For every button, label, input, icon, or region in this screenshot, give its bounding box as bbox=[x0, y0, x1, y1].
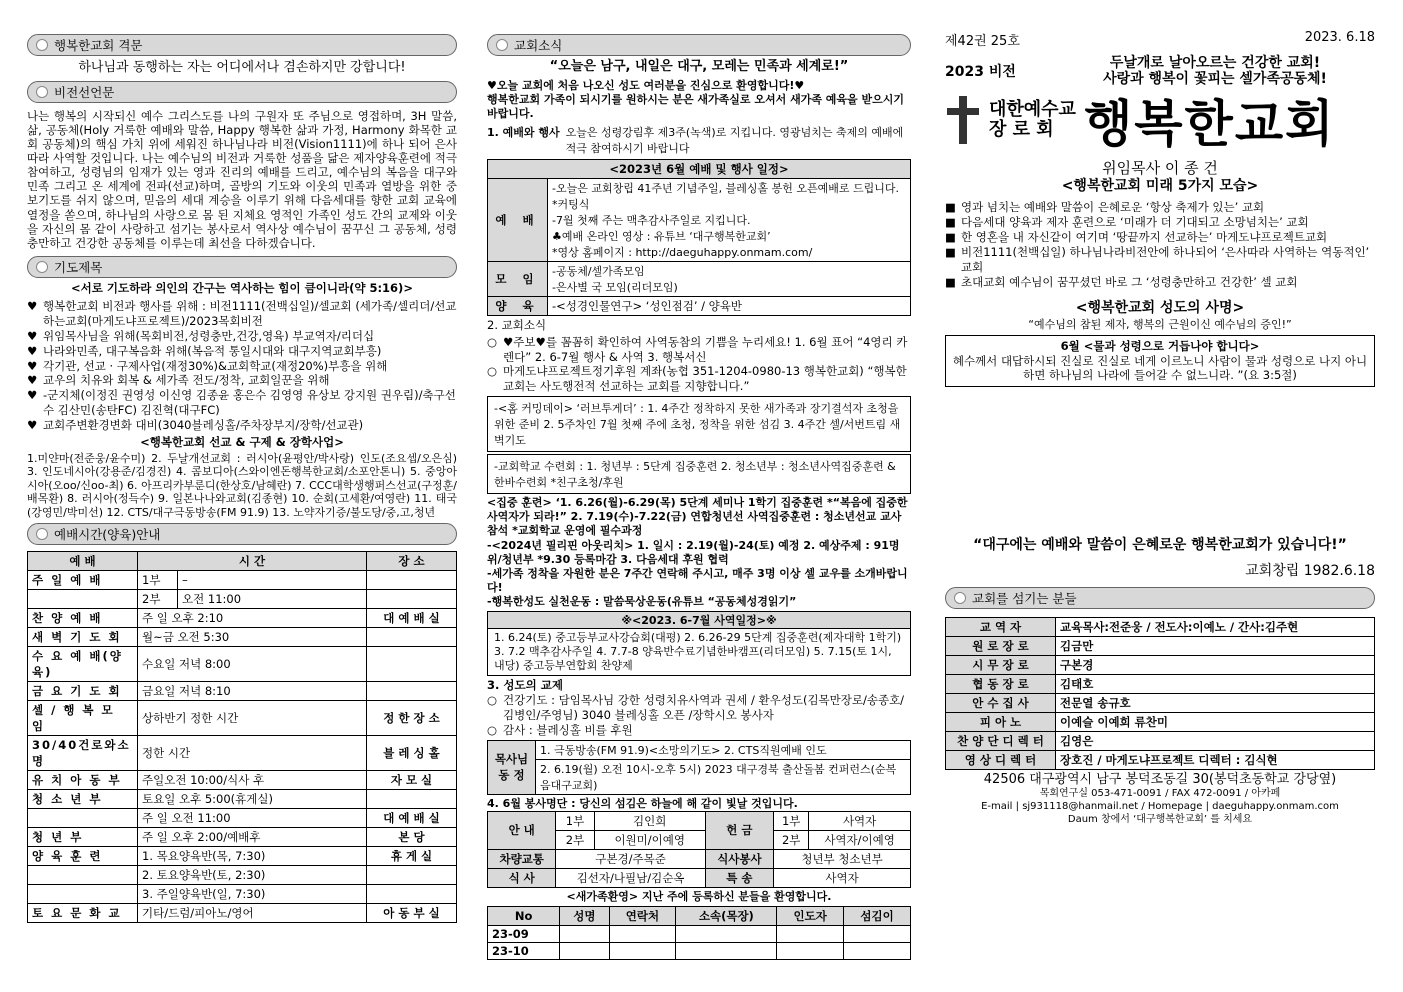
prayer-list bbox=[27, 299, 457, 433]
worship-line: -7월 첫째 주는 맥추감사주일로 지킵니다. bbox=[552, 213, 751, 227]
cross-icon bbox=[945, 96, 981, 144]
servant-names: 김영은 bbox=[1056, 731, 1375, 750]
worship-time: 정한 시간 bbox=[138, 735, 367, 770]
table-row bbox=[946, 674, 1375, 693]
june-schedule-table: <2023년 6월 예배 및 행사 일정> 예 배 -오늘은 교회창립 41주년 기념주일, 블레싱홀 봉헌 오픈예배로 드립니다. *커팅식 -7월 첫째 주는 맥추감사주일로 지킵니다. ♣예배 온라인 영상 : 유튜브 ‘대구행복한교회’ *영상 홈페이지 : http://daeguhappy.onmam.com/ 모 임 -공동체/셀가족모임 -은사별 국 모임(리더모임) 양 육 -<성경인물연구> ‘성인점검’ / 양육반 bbox=[487, 159, 911, 316]
registration-title: <새가족환영> 지난 주에 등록하신 분들을 환영합니다. bbox=[566, 889, 832, 903]
table-row bbox=[946, 693, 1375, 712]
phone: 목회연구실 053-471-0091 / FAX 472-0091 / 아카페 bbox=[1039, 788, 1281, 800]
worship-name: 새 벽 기 도 회 bbox=[28, 627, 138, 646]
worship-time: 주일오전 10:00/식사 후 bbox=[138, 770, 367, 789]
servants-header: 교회를 섬기는 분들 bbox=[945, 587, 1375, 609]
news-list bbox=[487, 335, 911, 395]
table-row bbox=[28, 681, 457, 700]
servant-names: 전문열 송규호 bbox=[1056, 693, 1375, 712]
worship-header-cell: 예 배 bbox=[28, 551, 138, 570]
section-3-label: 3. 성도의 교제 bbox=[487, 678, 563, 693]
table-row bbox=[488, 906, 911, 925]
worship-name: 금 요 기 도 회 bbox=[28, 681, 138, 700]
news-header: 교회소식 bbox=[487, 34, 911, 56]
table-row bbox=[28, 808, 457, 827]
worship-time: 기타/드럼/피아노/영어 bbox=[138, 903, 367, 922]
prayer-item: ♥ 나라와민족, 대구복음화 위해(복음적 통일시대와 대구지역교회부흥) bbox=[27, 344, 457, 359]
reg-header-cell: 인도자 bbox=[777, 906, 844, 925]
worship-time: 수요일 저녁 8:00 bbox=[138, 646, 367, 681]
five-list bbox=[945, 200, 1375, 290]
fellowship-list bbox=[487, 693, 911, 738]
worship-name: 셀 / 행 복 모 임 bbox=[28, 700, 138, 735]
right-column bbox=[945, 30, 1375, 827]
mission-title: <행복한교회 선교 & 구제 & 장학사업> bbox=[140, 435, 344, 450]
mission-list: 1.미얀마(전준웅/윤수미) 2. 두날개선교회 : 러시아(윤평안/박사랑) 인도(조요셉/오은심) 3. 인도네시아(강용준/김경진) 4. 콤보디아(스와이엔돈행복한교회/소포안톤니) 5. 중앙아시아(오oo/신oo-최) 6. 아프리카부룬디(한상호/남혜란) 7. CCC대학생행퍼스선교(구정훈/배목환) 8. 러시아(정득수) 9. 일본나나와교회(김종현) 10. 순회(고세환/여영란) 11. 태국(강영민/박미선) 12. CTS/대구극동방송(FM 91.9) 13. 노약자기증/불도당/중,고,청년 bbox=[27, 451, 457, 519]
table-row bbox=[28, 865, 457, 884]
table-row bbox=[946, 636, 1375, 655]
worship-place: 정 한 장 소 bbox=[367, 700, 457, 735]
table-row bbox=[488, 925, 911, 942]
five-title: <행복한교회 미래 5가지 모습> bbox=[1061, 178, 1259, 195]
worship-time: 금요일 저녁 8:10 bbox=[138, 681, 367, 700]
prayer-item: ♥ 위임목사님을 위해(목회비전,성령충만,건강,영육) 부교역자/리더십 bbox=[27, 329, 457, 344]
worship-place: 본 당 bbox=[367, 827, 457, 846]
vision-header: 비전선언문 bbox=[27, 81, 457, 103]
worship-table bbox=[27, 551, 457, 923]
reg-header-cell: No bbox=[488, 906, 560, 925]
five-item: ■ 비전1111(천백십일) 하나님나라비전안에 하나되어 ‘은사따라 사역하는 역동적인’ 교회 bbox=[945, 245, 1375, 275]
servant-role: 협 동 장 로 bbox=[946, 674, 1056, 693]
table-row bbox=[946, 617, 1375, 636]
worship-place bbox=[367, 646, 457, 681]
reg-no: 23-10 bbox=[488, 942, 560, 959]
issue-line: 제42권 25호 2023. 6.18 bbox=[945, 30, 1375, 49]
worship-place: 대 예 배 실 bbox=[367, 808, 457, 827]
prayer-item: ♥ 각기관, 선교 · 구제사업(재정30%)&교회학교(재정20%)부흥을 위해 bbox=[27, 359, 457, 374]
mission-title: <행복한교회 성도의 사명> bbox=[1075, 299, 1245, 316]
table-row bbox=[28, 627, 457, 646]
prayer-item: ♥ -군지체(이정진 권영성 이신영 김종윤 홍은수 김영영 유상보 강지원 권우림)/축구선수 김산민(송탄FC) 김진혁(대구FC) bbox=[27, 388, 457, 418]
prayer-item: ♥ 교우의 치유와 회복 & 세가족 전도/정착, 교회일꾼을 위해 bbox=[27, 373, 457, 388]
servant-names: 김태호 bbox=[1056, 674, 1375, 693]
sched-box: ※<2023. 6-7월 사역일정>※ 1. 6.24(토) 중고등부교사강습회(대평) 2. 6.26-29 5단계 집중훈련(제자대학 1학기) 3. 7.2 맥추감사주일 4. 7.7-8 양육반수료기념한바캠프(리더모임) 5. 7.15(토 1시, 내당) 중고등부연합회 찬양제 bbox=[487, 611, 911, 676]
servant-role: 안 수 집 사 bbox=[946, 693, 1056, 712]
servant-role: 영 상 디 렉 터 bbox=[946, 750, 1056, 769]
slogan: “대구에는 예배와 말씀이 은혜로운 행복한교회가 있습니다!” bbox=[973, 537, 1347, 554]
worship-name: 주 일 예 배 bbox=[28, 570, 138, 589]
worship-name bbox=[28, 808, 138, 827]
prayer-item: ♥ 행복한교회 비전과 행사를 위해 : 비전1111(전백십일)/셀교회 (세가족/셀리더/선교하는교회(마게도냐프로젝트)/2023목회비전 bbox=[27, 299, 457, 329]
worship-time: 주 일 오후 2:00/예배후 bbox=[138, 827, 367, 846]
reg-cell bbox=[844, 942, 911, 959]
servant-role: 교 역 자 bbox=[946, 617, 1056, 636]
reg-cell bbox=[777, 925, 844, 942]
news-item: ○ ♥주보♥를 꼼꼼히 확인하여 사역동참의 기쁨을 누리세요! 1. 6월 표어 “4영리 카렌다” 2. 6-7월 행사 & 사역 3. 행복서신 bbox=[487, 335, 911, 365]
table-row bbox=[28, 570, 457, 589]
worship-time: 토요일 오후 5:00(휴게실) bbox=[138, 789, 367, 808]
table-row bbox=[28, 827, 457, 846]
worship-line: -오늘은 교회창립 41주년 기념주일, 블레싱홀 봉헌 오픈예배로 드립니다. *커팅식 bbox=[552, 181, 899, 211]
section-4-label: 4. 6월 봉사명단 : 당신의 섬김은 하늘에 해 같이 빛날 것입니다. bbox=[487, 796, 798, 810]
reg-header-cell: 섬김이 bbox=[844, 906, 911, 925]
church-name: 행복한교회 bbox=[1083, 95, 1336, 154]
worship-time: 2. 토요양육반(토, 2:30) bbox=[138, 865, 367, 884]
five-item: ■ 한 영혼을 내 자신같이 여기며 ‘땅끝까지 선교하는’ 마게도냐프로젝트교회 bbox=[945, 230, 1375, 245]
verse-box: 6월 <물과 성령으로 거듭나야 합니다> 혜수께서 대답하시되 진실로 진실로 네게 이르노니 사람이 물과 성령으로 나지 아니하면 하나님의 나라에 들어갈 수 없느니라. ”(요 3:5절) bbox=[945, 335, 1375, 387]
table-row bbox=[28, 903, 457, 922]
worship-name bbox=[28, 589, 138, 608]
reg-cell bbox=[560, 925, 609, 942]
worship-part: 1부 bbox=[138, 570, 178, 589]
table-row bbox=[28, 700, 457, 735]
servants-table bbox=[945, 617, 1375, 770]
worship-place: 아 동 부 실 bbox=[367, 903, 457, 922]
worship-time: 1. 목요양육반(목, 7:30) bbox=[138, 846, 367, 865]
left-column bbox=[27, 34, 457, 923]
vision-statement: 나는 행복의 시작되신 예수 그리스도를 나의 구원자 또 주님으로 영접하며, 3H 말씀, 삶, 공동체(Holy 거룩한 예배와 말씀, Happy 행복한 삶과 가정, Harmony 화목한 교회 공동체)의 핵심 가치 위에 세워진 하나님나라 비전(Vision1111)에 하나 되어 은사 따라 사역할 것입니다. 나는 예수님의 비전과 거룩한 성품을 닮은 제자양육훈련에 적극 참여하고, 성령님의 임재가 있는 영과 진리의 예배를 드리고, 예수님의 복음을 대구와 민족 그리고 온 세계에 전파(선교)하며, 골방의 기도와 이웃의 민족과 열방을 위한 중보기도를 쉬지 않으며, 믿음의 세대 계승을 이루기 위해 다음세대를 향한 교회 교육에 열정을 쏟으며, 하나님의 사랑으로 몸 된 지체요 영적인 가족인 성도 간의 교제와 이웃을 자신의 몸 같이 사랑하고 섬기는 봉사로서 역사상 예수님이 꿈꾸신 그 공동체, 성령충만하고 건강한 공동체를 이루는데 최선을 다하겠습니다. bbox=[27, 108, 457, 250]
reg-no: 23-09 bbox=[488, 925, 560, 942]
table-row bbox=[28, 846, 457, 865]
reg-header-cell: 연락처 bbox=[609, 906, 676, 925]
bold-news-item: -<2024년 필리핀 아웃리치> 1. 일시 : 2.19(월)-24(토) 예정 2. 예상주제 : 91명위/청년부 *9.30 등록마감 3. 다음세대 후원 협력 bbox=[487, 538, 900, 566]
servant-role: 원 로 장 로 bbox=[946, 636, 1056, 655]
broadcast-table: 목사님 동 정 1. 극동방송(FM 91.9)<소망의기도> 2. CTS직원예배 인도 2. 6.19(월) 오전 10시-오후 5시) 2023 대구경북 출산돌봄 컨퍼런스(순복음대구교회) bbox=[487, 740, 911, 795]
fellowship-item: ○ 감사 : 블레싱홀 비를 후원 bbox=[487, 723, 911, 738]
worship-time: 월~금 오전 5:30 bbox=[138, 627, 367, 646]
worship-place bbox=[367, 865, 457, 884]
worship-place: 대 예 배 실 bbox=[367, 608, 457, 627]
worship-part: 2부 bbox=[138, 589, 178, 608]
worship-line: ♣예배 온라인 영상 : 유튜브 ‘대구행복한교회’ bbox=[552, 229, 771, 243]
intro: 행복한교회 가족이 되시기를 원하시는 분은 새가족실로 오셔서 새가족 예육을 받으시기 바랍니다. bbox=[487, 92, 904, 120]
table-row bbox=[28, 646, 457, 681]
middle-column bbox=[487, 34, 911, 960]
worship-name: 청 소 년 부 bbox=[28, 789, 138, 808]
reg-cell bbox=[844, 925, 911, 942]
table-row bbox=[28, 735, 457, 770]
worship-place bbox=[367, 627, 457, 646]
worship-header-cell: 시 간 bbox=[138, 551, 367, 570]
servant-names: 장호진 / 마게도냐프로젝트 디렉터 : 김식현 bbox=[1056, 750, 1375, 769]
prayer-header: 기도제목 bbox=[27, 256, 457, 278]
address: 42506 대구광역시 남구 봉덕조동길 30(봉덕초동학교 강당옆) bbox=[983, 771, 1337, 787]
email[interactable]: E-mail | sj931118@hanmail.net / Homepage | daeguhappy.onmam.com bbox=[981, 801, 1339, 813]
pastor: 위임목사 이 종 건 bbox=[1102, 159, 1218, 178]
duty-table: 안 내 1부 김인희 헌 금 1부 사역자 2부 이원미/이예영 2부 사역자/이예영 차량교통 구본경/주목준 식사봉사 청년부 청소년부 식 사 김선자/나필남/김순옥 특 송 사역자 bbox=[487, 811, 911, 888]
reg-cell bbox=[560, 942, 609, 959]
bold-news-item: -세가족 정착을 자원한 분은 7주간 연락해 주시고, 매주 3명 이상 셀 교우를 소개바랍니다! bbox=[487, 566, 908, 594]
servant-role: 시 무 장 로 bbox=[946, 655, 1056, 674]
table-row bbox=[946, 655, 1375, 674]
retreat-box: -교회학교 수련회 : 1. 청년부 : 5단계 집중훈련 2. 청소년부 : 청소년사역집중훈련 & 한바수련회 *친구초청/후원 bbox=[487, 454, 911, 494]
reg-cell bbox=[609, 942, 676, 959]
servant-names: 이예슬 이예희 류찬미 bbox=[1056, 712, 1375, 731]
founded: 교회창립 1982.6.18 bbox=[1245, 562, 1375, 579]
reg-cell bbox=[676, 942, 777, 959]
prayer-item: ♥ 교회주변환경변화 대비(3040블레싱홀/주차장부지/장학/선교관) bbox=[27, 418, 457, 433]
reg-cell bbox=[609, 925, 676, 942]
worship-place bbox=[367, 570, 457, 589]
worship-name: 찬 양 예 배 bbox=[28, 608, 138, 627]
meet-line: -공동체/셀가족모임 bbox=[552, 264, 645, 278]
denomination: 대한예수교 장 로 회 bbox=[989, 99, 1076, 141]
worship-name: 양 육 훈 련 bbox=[28, 846, 138, 865]
worship-place: 자 모 실 bbox=[367, 770, 457, 789]
table-row bbox=[28, 770, 457, 789]
worship-time: 오전 11:00 bbox=[178, 589, 367, 608]
servant-names: 구본경 bbox=[1056, 655, 1375, 674]
table-row bbox=[28, 789, 457, 808]
worship-name bbox=[28, 865, 138, 884]
worship-place bbox=[367, 681, 457, 700]
five-item: ■ 초대교회 예수님이 꿈꾸셨던 바로 그 ‘성령충만하고 건강한’ 셀 교회 bbox=[945, 275, 1375, 290]
worship-name bbox=[28, 884, 138, 903]
worship-name: 30/40건로와소명 bbox=[28, 735, 138, 770]
bold-news-item: <집중 훈련> ‘1. 6.26(월)-6.29(목) 5단계 세미나 1학기 집중훈련 *“복음에 집중한 사역자가 되라!” 2. 7.19(수)-7.22(금) 연합청년선 사역집중훈련 : 청소년선교 교사 참석 *교회학교 운영에 필수과정 bbox=[487, 496, 908, 538]
welcome: ♥오늘 교회에 처음 나오신 성도 여러분을 진심으로 환영합니다!♥ bbox=[487, 78, 805, 92]
reg-header-cell: 소속(목장) bbox=[676, 906, 777, 925]
worship-place bbox=[367, 589, 457, 608]
table-row bbox=[946, 731, 1375, 750]
mission-sub: “예수님의 참된 제자, 행복의 근원이신 예수님의 증인!” bbox=[1028, 317, 1292, 331]
table-row bbox=[946, 750, 1375, 769]
servant-role: 찬 양 단 디 렉 터 bbox=[946, 731, 1056, 750]
worship-name: 토 요 문 화 교 bbox=[28, 903, 138, 922]
worship-time: 주 일 오전 11:00 bbox=[138, 808, 367, 827]
servant-names: 교육목사:전준웅 / 전도사:이예노 / 간사:김주현 bbox=[1056, 617, 1375, 636]
homecoming-box: -<홈 커밍데이> ‘러브투게더’ : 1. 4주간 정착하지 못한 새가족과 장기결석자 초청을 위한 준비 2. 5주차인 7월 첫째 주에 초청, 정착을 위한 섬김 3. 4주간 셀/서번트림 새벽기도 bbox=[487, 396, 911, 452]
church-logo bbox=[945, 93, 1375, 154]
servant-names: 김금만 bbox=[1056, 636, 1375, 655]
five-item: ■ 다음세대 양육과 제자 훈련으로 ‘미래가 더 기대되고 소망넘치는’ 교회 bbox=[945, 215, 1375, 230]
theme: “오늘은 남구, 내일은 대구, 모레는 민족과 세계로!” bbox=[549, 59, 849, 74]
bold-news-item: -행복한성도 실천운동 : 말씀묵상운동(유튜브 “공동체성경읽기” bbox=[487, 594, 797, 608]
five-item: ■ 영과 넘치는 예배와 말씀이 은혜로운 ‘항상 축제가 있는’ 교회 bbox=[945, 200, 1375, 215]
servant-role: 피 아 노 bbox=[946, 712, 1056, 731]
fellowship-item: ○ 건강기도 : 담임목사님 강한 성령치유사역과 권세 / 환우성도(김목만장로/송종호/김병인/주영님) 3040 블레싱홀 오픈 /장학시오 봉사자 bbox=[487, 693, 911, 723]
reg-header-cell: 성명 bbox=[560, 906, 609, 925]
worship-place bbox=[367, 884, 457, 903]
worship-name: 청 년 부 bbox=[28, 827, 138, 846]
worship-place: 휴 게 실 bbox=[367, 846, 457, 865]
reg-cell bbox=[777, 942, 844, 959]
bold-news bbox=[487, 496, 911, 609]
table-row bbox=[946, 712, 1375, 731]
worship-time: – bbox=[178, 570, 367, 589]
worship-header-cell: 장 소 bbox=[367, 551, 457, 570]
prayer-title: <서로 기도하라 의인의 간구는 역사하는 힘이 큼이니라(약 5:16)> bbox=[71, 281, 413, 296]
worship-line: *영상 홈페이지 : http://daeguhappy.onmam.com/ bbox=[552, 245, 813, 259]
meet-line: -은사별 국 모임(리더모임) bbox=[552, 280, 678, 294]
worship-header: 예배시간(양육)안내 bbox=[27, 523, 457, 545]
church-motto: 하나님과 동행하는 자는 어디에서나 겸손하지만 강합니다! bbox=[78, 60, 406, 75]
section-1: 1. 예배와 행사 오늘은 성령강림후 제3주(녹색)로 지킵니다. 영광넘치는 축제의 예배에 적극 참여하시기 바랍니다 bbox=[487, 125, 904, 155]
worship-name: 수 요 예 배(양육) bbox=[28, 646, 138, 681]
table-row bbox=[488, 942, 911, 959]
vision-line: 2023 비전 두날개로 날아오르는 건강한 교회! 사랑과 행복이 꽃피는 셀가족공동체! bbox=[945, 55, 1327, 88]
motto-header: 행복한교회 격문 bbox=[27, 34, 457, 56]
table-row bbox=[28, 884, 457, 903]
worship-time: 3. 주일양육반(일, 7:30) bbox=[138, 884, 367, 903]
worship-time: 상하반기 정한 시간 bbox=[138, 700, 367, 735]
daum: Daum 창에서 ‘대구행복한교회’ 를 치세요 bbox=[1067, 814, 1253, 826]
table-row bbox=[28, 608, 457, 627]
worship-place: 블 레 싱 홀 bbox=[367, 735, 457, 770]
registration-table bbox=[487, 906, 911, 960]
worship-place bbox=[367, 789, 457, 808]
news-item: ○ 마게도냐프로젝트정기후원 계좌(농협 351-1204-0980-13 행복한교회) “행복한교회는 사도행전적 선교하는 교회를 지향합니다.” bbox=[487, 364, 911, 394]
worship-time: 주 일 오후 2:10 bbox=[138, 608, 367, 627]
section-2-label: 2. 교회소식 bbox=[487, 317, 547, 332]
table-row bbox=[28, 589, 457, 608]
reg-cell bbox=[676, 925, 777, 942]
worship-name: 유 치 아 동 부 bbox=[28, 770, 138, 789]
